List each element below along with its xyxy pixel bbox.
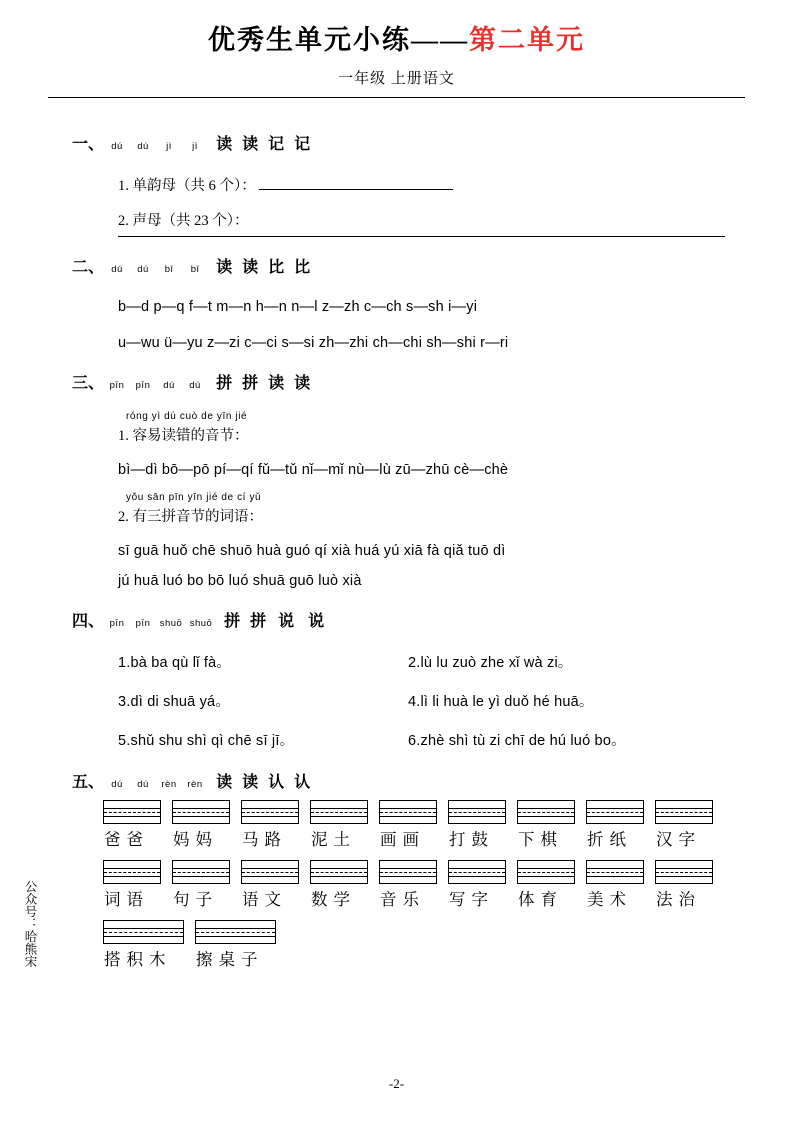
grid-word-label: 下棋 xyxy=(518,830,563,849)
page-title xyxy=(48,18,745,57)
grid-word-label: 词语 xyxy=(104,890,149,909)
section-one-item-1: 1. 单韵母（共 6 个）： xyxy=(118,174,745,195)
grid-word[interactable] xyxy=(103,860,161,910)
section-two-hanzi: 读 读 比 比 xyxy=(216,259,311,276)
tian-zi-ge xyxy=(241,800,299,824)
grid-word-label: 马路 xyxy=(242,830,287,849)
grid-word-label: 法治 xyxy=(656,890,701,909)
section-three-title xyxy=(104,374,315,393)
grid-row xyxy=(103,920,745,970)
tian-zi-ge xyxy=(172,860,230,884)
tian-zi-ge xyxy=(655,800,713,824)
section-four xyxy=(48,601,745,750)
section-three-sub-2-line-2: jú huā luó bo bō luó shuā guō luò xià xyxy=(118,573,362,589)
section-three-sub-1-label: 1. 容易读错的音节： xyxy=(118,428,249,444)
page-title-black: 优秀生单元小练—— xyxy=(208,25,469,55)
section-five-number: 五、 xyxy=(72,774,105,791)
section-three-sub-1-pinyin: róng yì dú cuò de yīn jié xyxy=(126,411,248,422)
grid-word[interactable] xyxy=(655,860,713,910)
page-subtitle: 一年级 上册语文 xyxy=(338,71,455,87)
section-four-q5: 5.shǔ shu shì qì chē sī jī。 xyxy=(118,733,295,749)
grid-word[interactable] xyxy=(195,920,276,970)
tian-zi-ge xyxy=(655,860,713,884)
section-four-q3: 3.dì di shuā yá。 xyxy=(118,694,231,710)
tian-zi-ge xyxy=(172,800,230,824)
section-four-q2: 2.lù lu zuò zhe xǐ wà zi。 xyxy=(408,655,573,671)
section-three-sub-2-pinyin: yǒu sān pīn yīn jié de cí yǔ xyxy=(126,492,262,503)
grid-word[interactable] xyxy=(172,800,230,850)
grid-word-label: 汉字 xyxy=(656,830,701,849)
page-title-red: 第二单元 xyxy=(469,25,585,55)
grid-word-label: 爸爸 xyxy=(104,830,149,849)
section-five-pinyin: dú dú rèn rèn xyxy=(111,779,203,790)
header-divider xyxy=(48,97,745,98)
grid-word-label: 妈妈 xyxy=(173,830,218,849)
tian-zi-ge xyxy=(517,800,575,824)
grid-word[interactable] xyxy=(310,800,368,850)
tian-zi-ge xyxy=(310,800,368,824)
section-two-number: 二、 xyxy=(72,259,105,276)
tian-zi-ge xyxy=(241,860,299,884)
section-five-hanzi: 读 读 认 认 xyxy=(216,774,311,791)
grid-word-label: 美术 xyxy=(587,890,632,909)
section-four-pinyin: pīn pīn shuō shuō xyxy=(109,618,213,629)
section-three-number: 三、 xyxy=(72,375,105,392)
tian-zi-ge xyxy=(586,800,644,824)
section-five xyxy=(48,762,745,970)
section-one-hanzi: 读 读 记 记 xyxy=(216,136,311,153)
section-four-number: 四、 xyxy=(72,613,105,630)
grid-word-label: 泥土 xyxy=(311,830,356,849)
grid-word[interactable] xyxy=(448,860,506,910)
grid-word[interactable] xyxy=(517,860,575,910)
grid-word-label: 体育 xyxy=(518,890,563,909)
section-two-title xyxy=(104,258,315,277)
section-five-title xyxy=(104,773,315,792)
grid-word[interactable] xyxy=(103,920,184,970)
section-two-line-1: b—d p—q f—t m—n h—n n—l z—zh c—ch s—sh i—yi xyxy=(118,299,478,315)
grid-word-label: 音乐 xyxy=(380,890,425,909)
tian-zi-ge xyxy=(448,800,506,824)
worksheet-page xyxy=(0,18,793,1140)
tian-zi-ge xyxy=(379,860,437,884)
grid-word-label: 折纸 xyxy=(587,830,632,849)
section-one xyxy=(48,124,745,237)
tian-zi-ge xyxy=(103,860,161,884)
grid-word[interactable] xyxy=(655,800,713,850)
section-four-row-1 xyxy=(118,651,745,672)
tian-zi-ge xyxy=(310,860,368,884)
section-three-sub-1-line-1: bì—dì bō—pō pí—qí fǔ—tǔ nǐ—mǐ nù—lù zū—zhū cè—chè xyxy=(118,462,509,478)
grid-word[interactable] xyxy=(586,800,644,850)
tian-zi-ge xyxy=(379,800,437,824)
tian-zi-ge xyxy=(103,800,161,824)
section-three-heading xyxy=(48,363,745,393)
section-two-line-2: u—wu ü—yu z—zi c—ci s—si zh—zhi ch—chi sh—shi r—ri xyxy=(118,335,509,351)
grid-word[interactable] xyxy=(241,800,299,850)
tian-zi-ge xyxy=(517,860,575,884)
tian-zi-ge xyxy=(448,860,506,884)
section-three xyxy=(48,363,745,589)
grid-word[interactable] xyxy=(379,800,437,850)
watermark-public-account: 公众号：哈熊宋 xyxy=(23,880,37,968)
answer-blank-2[interactable] xyxy=(118,236,725,237)
grid-word-label: 写字 xyxy=(449,890,494,909)
section-three-sub-2-line-1: sī guā huǒ chē shuō huà guó qí xià huá yú xiā fà qiǎ tuō dì xyxy=(118,543,506,559)
grid-word-label: 数学 xyxy=(311,890,356,909)
grid-word-label: 擦桌子 xyxy=(196,950,264,969)
section-one-pinyin: dú dú jì jì xyxy=(111,141,198,152)
grid-word-label: 搭积木 xyxy=(104,950,172,969)
grid-word-label: 画画 xyxy=(380,830,425,849)
grid-word[interactable] xyxy=(172,860,230,910)
section-five-heading xyxy=(48,762,745,792)
section-three-hanzi: 拼 拼 读 读 xyxy=(216,375,311,392)
grid-word[interactable] xyxy=(448,800,506,850)
grid-word[interactable] xyxy=(103,800,161,850)
character-grid xyxy=(103,800,745,970)
grid-word[interactable] xyxy=(586,860,644,910)
section-two-pinyin: dú dú bǐ bǐ xyxy=(111,264,200,275)
section-four-hanzi: 拼 拼 说 说 xyxy=(224,613,325,630)
section-four-row-3 xyxy=(118,729,745,750)
section-four-q1: 1.bà ba qù lǐ fà。 xyxy=(118,655,232,671)
grid-row xyxy=(103,860,745,910)
section-four-title xyxy=(104,612,331,631)
grid-word[interactable] xyxy=(379,860,437,910)
tian-zi-ge xyxy=(195,920,276,944)
grid-word-label: 语文 xyxy=(242,890,287,909)
grid-word[interactable] xyxy=(517,800,575,850)
section-four-q6: 6.zhè shì tù zi chī de hú luó bo。 xyxy=(408,733,626,749)
section-four-heading xyxy=(48,601,745,631)
grid-word-label: 打鼓 xyxy=(449,830,494,849)
tian-zi-ge xyxy=(103,920,184,944)
section-two xyxy=(48,247,745,351)
section-four-row-2 xyxy=(118,690,745,711)
grid-row xyxy=(103,800,745,850)
section-one-title xyxy=(104,135,315,154)
answer-blank-1[interactable] xyxy=(259,189,453,190)
tian-zi-ge xyxy=(586,860,644,884)
section-two-heading xyxy=(48,247,745,277)
section-one-number: 一、 xyxy=(72,136,105,153)
section-four-q4: 4.lì li huà le yì duǒ hé huā。 xyxy=(408,694,594,710)
section-one-heading xyxy=(48,124,745,154)
page-number: -2- xyxy=(388,1076,405,1091)
section-three-pinyin: pīn pīn dú dú xyxy=(109,380,201,391)
grid-word-label: 句子 xyxy=(173,890,218,909)
section-one-item-2: 2. 声母（共 23 个）： xyxy=(118,213,249,229)
grid-word[interactable] xyxy=(310,860,368,910)
grid-word[interactable] xyxy=(241,860,299,910)
section-three-sub-2-label: 2. 有三拼音节的词语： xyxy=(118,509,263,525)
